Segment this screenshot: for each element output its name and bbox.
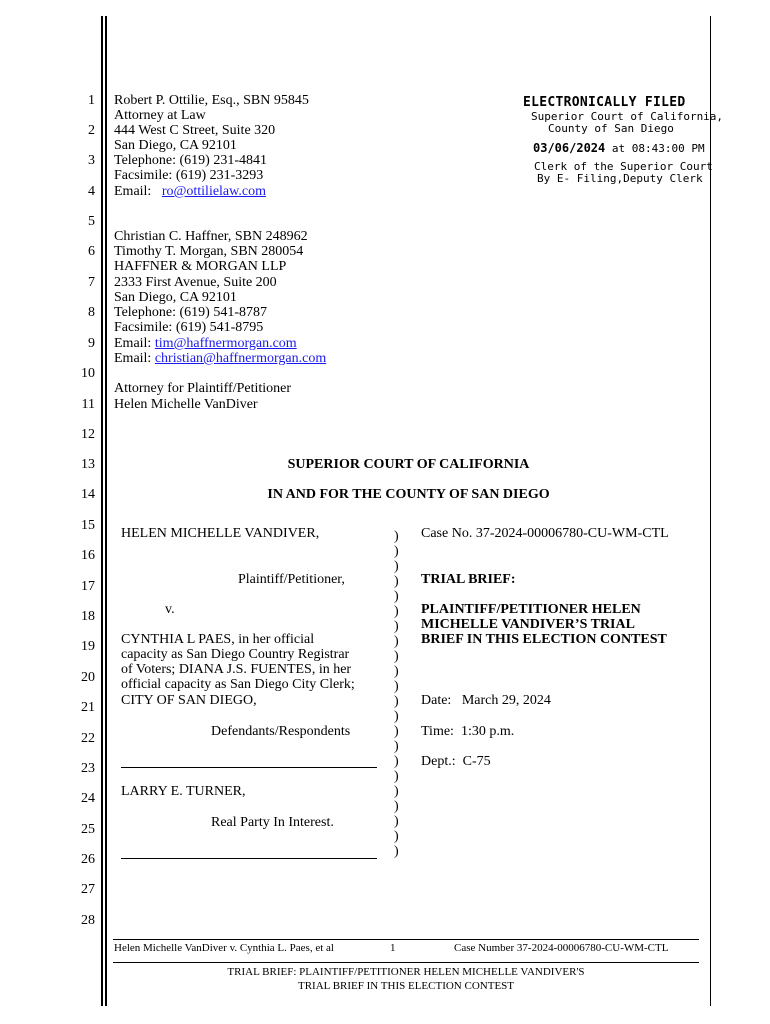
defendants-line: of Voters; DIANA J.S. FUENTES, in her (121, 662, 352, 677)
attorney-for: Attorney for Plaintiff/Petitioner (114, 381, 292, 396)
line-number: 20 (81, 670, 95, 685)
stamp-date: 03/06/2024 (533, 141, 606, 155)
email-label: Email: (114, 336, 152, 351)
hearing-dept: Dept.: C-75 (421, 754, 491, 769)
line-number: 13 (81, 457, 95, 472)
page-number: 1 (390, 942, 396, 954)
counsel-line: 2333 First Avenue, Suite 200 (114, 275, 277, 290)
line-number: 16 (81, 548, 95, 563)
document-title-line: BRIEF IN THIS ELECTION CONTEST (421, 632, 667, 647)
line-number: 19 (81, 639, 95, 654)
counsel-line: 444 West C Street, Suite 320 (114, 123, 276, 138)
line-number: 8 (88, 305, 95, 320)
real-party-name: LARRY E. TURNER, (121, 784, 246, 799)
email-label: Email: (114, 351, 152, 366)
counsel-line: San Diego, CA 92101 (114, 138, 237, 153)
line-number: 25 (81, 822, 95, 837)
defendants-line: CYNTHIA L PAES, in her official (121, 632, 315, 647)
stamp-time: at 08:43:00 PM (611, 142, 705, 155)
line-number: 23 (81, 761, 95, 776)
counsel-line: Telephone: (619) 231-4841 (114, 153, 267, 168)
line-number: 3 (88, 153, 95, 168)
counsel-line: Christian C. Haffner, SBN 248962 (114, 229, 308, 244)
footer-rule-top (113, 939, 699, 940)
hearing-time: Time: 1:30 p.m. (421, 724, 515, 739)
stamp-title: ELECTRONICALLY FILED (523, 95, 686, 110)
footer-title-line: TRIAL BRIEF IN THIS ELECTION CONTEST (297, 980, 514, 992)
line-number: 5 (88, 214, 95, 229)
line-number: 22 (81, 731, 95, 746)
real-party-role: Real Party In Interest. (211, 815, 334, 830)
email-line (114, 336, 297, 351)
line-number: 4 (88, 184, 95, 199)
email-label: Email: (114, 184, 152, 199)
counsel-line: Facsimile: (619) 231-3293 (114, 168, 264, 183)
email-link-tim[interactable]: tim@haffnermorgan.com (154, 336, 297, 351)
defendants-role: Defendants/Respondents (211, 724, 351, 739)
attorney-for-client: Helen Michelle VanDiver (114, 397, 258, 412)
line-number: 28 (81, 913, 95, 928)
case-number: Case No. 37-2024-00006780-CU-WM-CTL (421, 526, 669, 541)
stamp-clerk: Clerk of the Superior Court (534, 160, 713, 173)
line-number: 12 (81, 427, 95, 442)
versus: v. (165, 602, 175, 617)
line-number: 26 (81, 852, 95, 867)
email-link[interactable]: ro@ottilielaw.com (161, 184, 266, 199)
footer-title-line: TRIAL BRIEF: PLAINTIFF/PETITIONER HELEN MICHELLE VANDIVER'S (227, 966, 585, 978)
stamp-county: County of San Diego (548, 122, 674, 135)
footer-case-caption: Helen Michelle VanDiver v. Cynthia L. Paes, et al (114, 942, 334, 954)
stamp-court: Superior Court of California, (531, 110, 724, 123)
line-number: 1 (88, 93, 95, 108)
stamp-datetime (533, 141, 705, 155)
document-type: TRIAL BRIEF: (421, 572, 516, 587)
counsel-line: San Diego, CA 92101 (114, 290, 237, 305)
line-number: 27 (81, 882, 95, 897)
stamp-by: By E- Filing,Deputy Clerk (537, 172, 703, 185)
line-number: 6 (88, 244, 95, 259)
line-number: 21 (81, 700, 95, 715)
court-subtitle: IN AND FOR THE COUNTY OF SAN DIEGO (267, 487, 550, 502)
counsel-line: Robert P. Ottilie, Esq., SBN 95845 (114, 93, 309, 108)
line-number: 15 (81, 518, 95, 533)
line-number: 10 (81, 366, 95, 381)
defendants-line: CITY OF SAN DIEGO, (121, 693, 257, 708)
footer-rule-bottom (113, 962, 699, 963)
plaintiff-name: HELEN MICHELLE VANDIVER, (121, 526, 320, 541)
caption-divider (121, 858, 377, 859)
plaintiff-role: Plaintiff/Petitioner, (238, 572, 345, 587)
counsel-line: Timothy T. Morgan, SBN 280054 (114, 244, 304, 259)
left-margin-rule-outer (101, 16, 103, 1006)
footer-case-number: Case Number 37-2024-00006780-CU-WM-CTL (454, 942, 669, 954)
email-link-christian[interactable]: christian@haffnermorgan.com (154, 351, 327, 366)
email-line (114, 184, 266, 199)
defendants-line: capacity as San Diego Country Registrar (121, 647, 350, 662)
line-number: 18 (81, 609, 95, 624)
line-number: 7 (88, 275, 95, 290)
line-number: 9 (88, 336, 95, 351)
counsel-line: HAFFNER & MORGAN LLP (114, 259, 287, 274)
caption-divider (121, 767, 377, 768)
hearing-date: Date: March 29, 2024 (421, 693, 551, 708)
document-title-line: MICHELLE VANDIVER’S TRIAL (421, 617, 635, 632)
line-number: 2 (88, 123, 95, 138)
counsel-line: Attorney at Law (114, 108, 206, 123)
document-title-line: PLAINTIFF/PETITIONER HELEN (421, 602, 641, 617)
defendants-line: official capacity as San Diego City Clerk; (121, 677, 355, 692)
counsel-line: Telephone: (619) 541-8787 (114, 305, 267, 320)
counsel-line: Facsimile: (619) 541-8795 (114, 320, 264, 335)
line-number: 24 (81, 791, 95, 806)
line-number: 14 (81, 487, 95, 502)
left-margin-rule-inner (105, 16, 107, 1006)
line-number: 17 (81, 579, 95, 594)
court-title: SUPERIOR COURT OF CALIFORNIA (287, 457, 530, 472)
email-line (114, 351, 326, 366)
line-number: 11 (81, 397, 95, 412)
